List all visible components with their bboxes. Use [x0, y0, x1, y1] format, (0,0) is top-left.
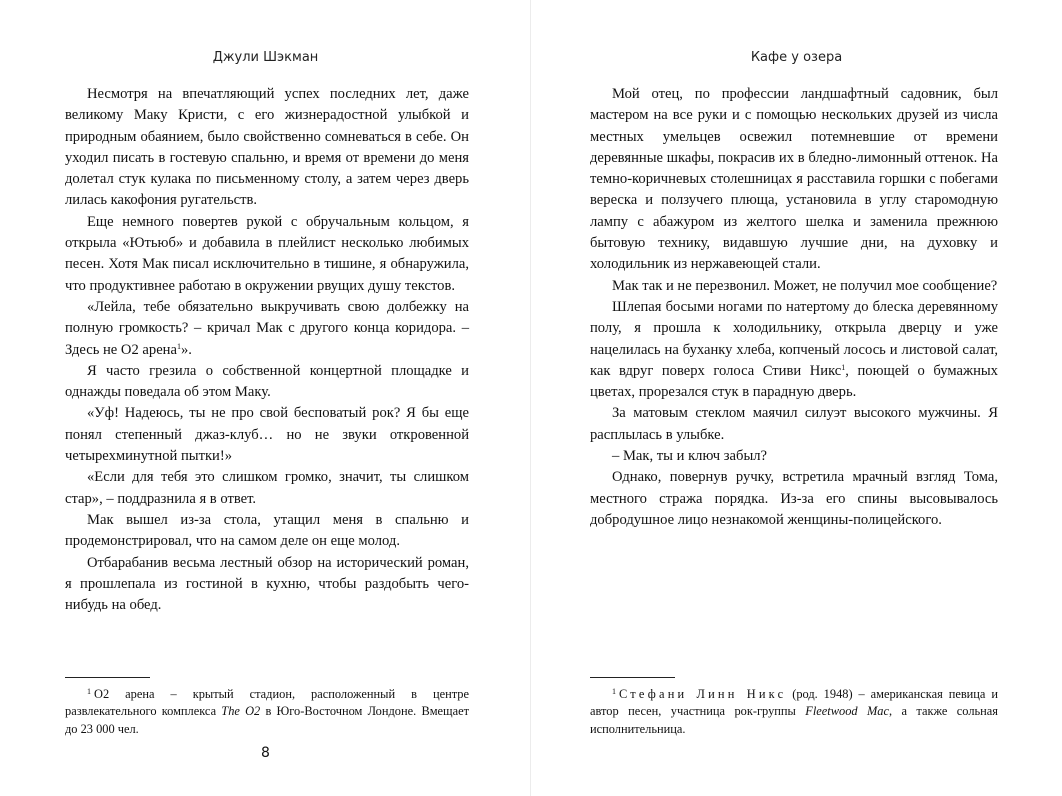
paragraph-tail: , поющей о бумажных цветах, прорезался стук в парадную дверь. — [590, 362, 998, 401]
right-body-text — [590, 84, 998, 531]
paragraph-tail: ». — [180, 341, 192, 358]
paragraph: Еще немного повертев рукой с обручальным кольцом, я открыла «Ютьюб» и добавила в плейлист несколько любимых песен. Хотя Мак писал исключительно в тишине, я обнаружила, что продуктивнее работаю в окружении рвущих душу текстов. — [65, 213, 469, 294]
footnote-italic: The O2 — [221, 704, 261, 719]
footnote-part: O2 арена – крытый стадион, расположенный в центре развлекательного комплекса — [65, 687, 469, 719]
paragraph: Я часто грезила о собственной концертной площадке и однажды поведала об этом Маку. — [65, 362, 469, 401]
paragraph: – Мак, ты и ключ забыл? — [612, 448, 768, 465]
paragraph: За матовым стеклом маячил силуэт высокого мужчины. Я расплылась в улыбке. — [590, 405, 998, 443]
left-body-text — [65, 84, 469, 616]
footnote — [65, 683, 469, 738]
page-number: 8 — [261, 745, 270, 761]
paragraph: Мой отец, по профессии ландшафтный садовник, был мастером на все руки и с помощью нескольких друзей из числа местных умельцев освежил потемневшие от времени деревянные шкафы, покрасив их в бледно-лимонный оттенок. На темно-коричневых столешницах я расставила горшки с побегами вереска и ползучего плюща, установила в углу старомодную лампу с абажуром из желтого шелка и заменила прежнюю бытовую технику, видавшую лучшие дни, на духовку и холодильник из нержавеющей стали. — [590, 86, 998, 273]
footnote-text — [65, 683, 469, 738]
right-page — [531, 0, 1062, 796]
footnote-reference: 1 — [841, 362, 846, 372]
footnote-mark: 1 — [87, 687, 91, 696]
running-head-author: Джули Шэкман — [212, 50, 319, 65]
footnote-part: (род. 1948) – американская певица и автор песен, участница рок-группы — [590, 687, 998, 719]
footnote-text — [590, 683, 998, 738]
paragraph — [65, 297, 469, 361]
running-head-title: Кафе у озера — [750, 50, 843, 65]
paragraph: Мак так и не перезвонил. Может, не получил мое сообщение? — [612, 277, 998, 294]
paragraph: «Если для тебя это слишком громко, значит, ты слишком стар», – поддразнила я в ответ. — [65, 469, 469, 507]
paragraph-text: Шлепая босыми ногами по натертому до блеска деревянному полу, я прошла к холодильнику, открыла дверцу и уже нацелилась на буханку хлеба, копченый лосось и листовой салат, как вдруг поверх голоса Стиви Никс — [590, 298, 998, 379]
footnote-divider — [65, 677, 150, 678]
paragraph: Отбарабанив весьма лестный обзор на исторический роман, я прошлепала из гостиной в кухню, чтобы раздобыть чего-нибудь на обед. — [65, 554, 469, 614]
paragraph-text: «Лейла, тебе обязательно выкручивать свою долбежку на полную громкость? – кричал Мак с другого конца коридора. – Здесь не O2 арена — [65, 298, 469, 358]
footnote-mark: 1 — [612, 687, 616, 696]
paragraph — [590, 297, 998, 403]
paragraph: «Уф! Надеюсь, ты не про свой бесповатый рок? Я бы еще понял степенный джаз-клуб… но не звуки откровенной четырехминутной пытки!» — [65, 405, 469, 465]
paragraph: Однако, повернув ручку, встретила мрачный взгляд Тома, местного стража порядка. Из-за его спины высовывалось добродушное лицо незнакомой женщины-полицейского. — [590, 469, 998, 528]
footnote-divider — [590, 677, 675, 678]
footnote-part: в Юго-Восточном Лондоне. Вмещает до 23 000 чел. — [65, 704, 469, 736]
paragraph: Мак вышел из-за стола, утащил меня в спальню и продемонстрировал, что на самом деле он еще молод. — [65, 511, 469, 550]
footnote-part: , а также сольная исполнительница. — [590, 704, 998, 736]
paragraph: Несмотря на впечатляющий успех последних лет, даже великому Маку Кристи, с его жизнерадостной улыбкой и природным обаянием, было свойственно сомневаться в себе. Он уходил писать в гостевую спальню, и время от времени до меня долетал стук кулака по письменному столу, а затем через дверь лилась какофония ругательств. — [65, 86, 469, 209]
footnote-reference: 1 — [176, 341, 181, 351]
footnote — [590, 683, 998, 738]
footnote-spaced-name: Стефани Линн Никс — [619, 687, 787, 701]
footnote-italic: Fleetwood Mac — [805, 704, 890, 719]
